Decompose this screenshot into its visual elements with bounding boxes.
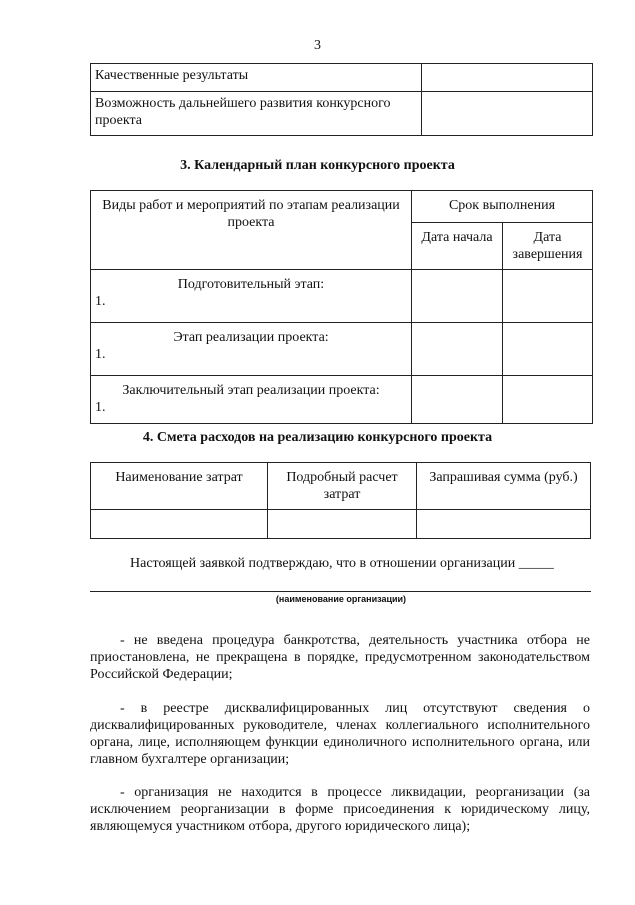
results-value-qualitative: [422, 64, 593, 92]
stage-cell: [91, 376, 412, 424]
declaration-paragraph-3: - организация не находится в процессе ликвидации, реорганизации (за исключением реорганизации в форме присоединения к юридическому лицу, являющемуся участником отбора, другого юридического лица);: [90, 785, 590, 834]
budget-col-calculation: Подробный расчет затрат: [268, 463, 417, 510]
page-number: 3: [314, 38, 321, 53]
organization-caption: (наименование организации): [275, 594, 407, 604]
stage-item-number: 1.: [95, 294, 106, 309]
header-works: Виды работ и мероприятий по этапам реализации проекта: [91, 191, 412, 270]
stage-cell: [91, 323, 412, 376]
stage-start-cell: [412, 376, 503, 424]
declaration-paragraph-2: - в реестре дисквалифицированных лиц отсутствуют сведения о дисквалифицированных руководителе, членах коллегиального исполнительного органа, лице, исполняющем функции единоличного исполнительного органа, или главном бухгалтере организации;: [90, 701, 590, 767]
table-row: [91, 510, 591, 539]
results-label-qualitative: Качественные результаты: [91, 64, 422, 92]
budget-cell: [91, 510, 268, 539]
results-value-development: [422, 92, 593, 136]
header-start-date: Дата начала: [412, 223, 503, 270]
results-table: [90, 63, 593, 136]
budget-table: [90, 462, 591, 539]
header-deadline: Срок выполнения: [412, 191, 593, 223]
stage-start-cell: [412, 323, 503, 376]
budget-col-amount: Запрашивая сумма (руб.): [417, 463, 591, 510]
table-row: [91, 191, 593, 223]
budget-col-name: Наименование затрат: [91, 463, 268, 510]
table-row: [91, 64, 593, 92]
stage-end-cell: [503, 376, 593, 424]
table-row: [91, 323, 593, 376]
stage-cell: [91, 270, 412, 323]
section-3-title: 3. Календарный план конкурсного проекта: [180, 158, 455, 173]
stage-end-cell: [503, 323, 593, 376]
stage-start-cell: [412, 270, 503, 323]
calendar-plan-table: [90, 190, 593, 424]
stage-name: Этап реализации проекта:: [173, 330, 329, 345]
budget-cell: [417, 510, 591, 539]
section-4-title: 4. Смета расходов на реализацию конкурсного проекта: [142, 430, 493, 445]
table-row: [91, 270, 593, 323]
declaration-paragraph-1: - не введена процедура банкротства, деятельность участника отбора не приостановлена, не прекращена в порядке, предусмотренном законодательством Российской Федерации;: [90, 633, 590, 682]
stage-name: Подготовительный этап:: [177, 277, 325, 292]
stage-name: Заключительный этап реализации проекта:: [122, 383, 380, 398]
table-row: [91, 92, 593, 136]
header-end-date: Дата завершения: [503, 223, 593, 270]
budget-cell: [268, 510, 417, 539]
organization-name-line: [90, 591, 591, 592]
table-row: [91, 376, 593, 424]
table-row: [91, 463, 591, 510]
stage-item-number: 1.: [95, 347, 106, 362]
stage-item-number: 1.: [95, 400, 106, 415]
results-label-development: Возможность дальнейшего развития конкурсного проекта: [91, 92, 422, 136]
confirmation-statement: Настоящей заявкой подтверждаю, что в отношении организации _____: [130, 556, 554, 571]
stage-end-cell: [503, 270, 593, 323]
